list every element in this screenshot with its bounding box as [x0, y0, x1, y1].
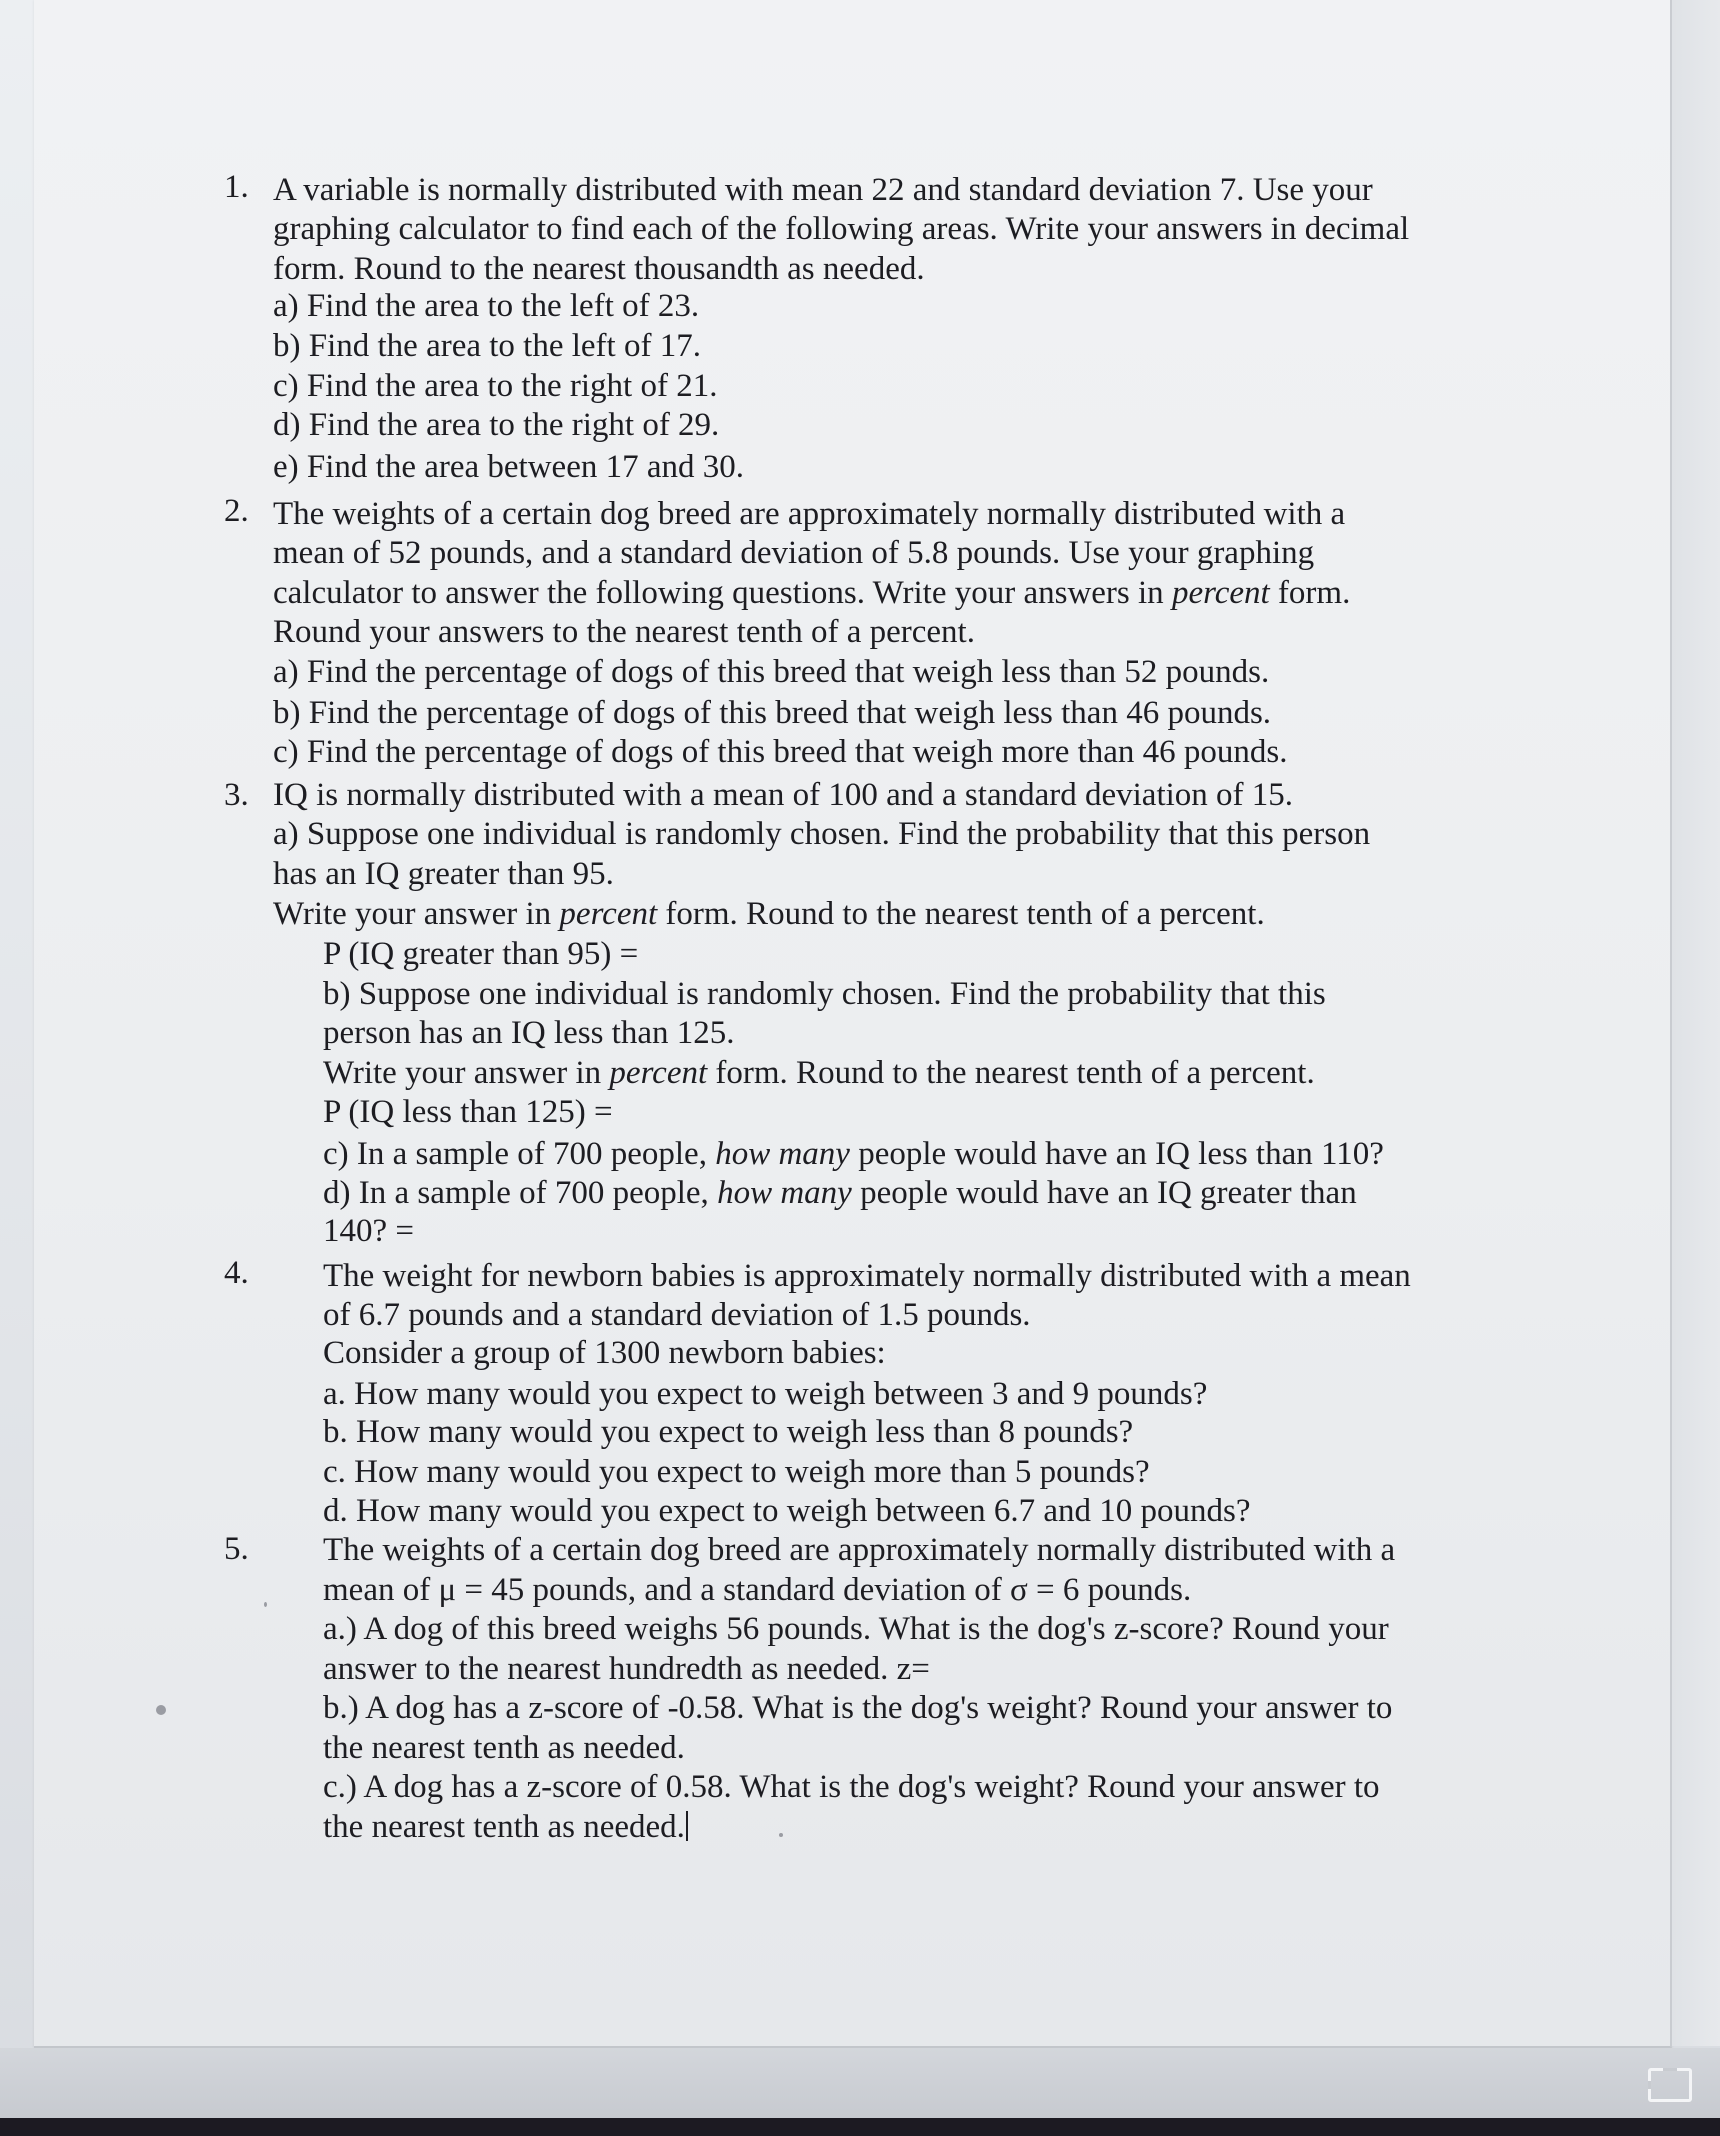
monitor-bezel [0, 2118, 1720, 2136]
q1-intro-line-1: A variable is normally distributed with mean 22 and standard deviation 7. Use your [273, 172, 1373, 208]
q2-intro-line-3 [273, 574, 1350, 614]
text-cursor [686, 1811, 688, 1841]
q3-part-d-end: people would have an IQ greater than [851, 1175, 1357, 1211]
q3-write-instruction-b [323, 1054, 1315, 1094]
paper-speck [264, 1602, 267, 1607]
q2-part-c: c) Find the percentage of dogs of this breed that weigh more than 46 pounds. [273, 734, 1288, 770]
q3-percent-emphasis-b: percent [609, 1055, 708, 1091]
q3-part-a-line-2: has an IQ greater than 95. [273, 856, 614, 892]
q3-part-a-line-1: a) Suppose one individual is randomly chosen. Find the probability that this person [273, 816, 1371, 852]
q3-answer-prompt-a: P (IQ greater than 95) = [323, 936, 639, 972]
q4-intro-line-2: of 6.7 pounds and a standard deviation of 1.5 pounds. [323, 1297, 1031, 1333]
q3-part-c-text: c) In a sample of 700 people, [323, 1136, 716, 1172]
q4-number: 4. [224, 1255, 249, 1291]
q5-line-8-wrapper[interactable] [323, 1808, 688, 1848]
q3-part-d-line-2: 140? = [323, 1213, 415, 1249]
q1-part-b: b) Find the area to the left of 17. [273, 328, 701, 364]
q1-part-c: c) Find the area to the right of 21. [273, 368, 718, 404]
paper-speck [156, 1705, 166, 1715]
q3-part-d-emphasis: how many [717, 1175, 852, 1211]
q2-intro-line-3-text: calculator to answer the following questions. Write your answers in [273, 575, 1172, 611]
q2-percent-emphasis: percent [1171, 575, 1270, 611]
q4-intro-line-1: The weight for newborn babies is approximately normally distributed with a mean [323, 1258, 1411, 1294]
q5-line-4: answer to the nearest hundredth as needed. z= [323, 1651, 930, 1687]
q5-line-6: the nearest tenth as needed. [323, 1730, 685, 1766]
q5-line-5: b.) A dog has a z-score of -0.58. What is the dog's weight? Round your answer to [323, 1690, 1393, 1726]
viewer-bottom-strip [0, 2048, 1720, 2118]
q4-part-c: c. How many would you expect to weigh more than 5 pounds? [323, 1454, 1150, 1490]
q3-write-instruction-a [273, 895, 1265, 935]
q1-number: 1. [224, 169, 249, 205]
q1-intro-line-3: form. Round to the nearest thousandth as needed. [273, 251, 925, 287]
q3-part-c [323, 1135, 1384, 1175]
paper-speck [779, 1833, 783, 1837]
q2-intro-line-3-end: form. [1269, 575, 1351, 611]
q2-intro-line-4: Round your answers to the nearest tenth of a percent. [273, 614, 975, 650]
q3-part-b-line-2: person has an IQ less than 125. [323, 1015, 735, 1051]
q1-part-e: e) Find the area between 17 and 30. [273, 449, 744, 485]
q5-line-2: mean of μ = 45 pounds, and a standard deviation of σ = 6 pounds. [323, 1572, 1192, 1608]
q3-part-d-line-1 [323, 1174, 1357, 1214]
q5-line-3: a.) A dog of this breed weighs 56 pounds. What is the dog's z-score? Round your [323, 1611, 1389, 1647]
q5-number: 5. [224, 1531, 249, 1567]
q4-part-a: a. How many would you expect to weigh between 3 and 9 pounds? [323, 1376, 1208, 1412]
q3-intro: IQ is normally distributed with a mean of 100 and a standard deviation of 15. [273, 777, 1294, 813]
q3-part-b-line-1: b) Suppose one individual is randomly chosen. Find the probability that this [323, 976, 1326, 1012]
q3-part-c-end: people would have an IQ less than 110? [849, 1136, 1384, 1172]
q2-intro-line-1: The weights of a certain dog breed are approximately normally distributed with a [273, 496, 1346, 532]
q3-write-text-b-end: form. Round to the nearest tenth of a percent. [707, 1055, 1315, 1091]
q3-write-text-end: form. Round to the nearest tenth of a percent. [657, 896, 1265, 932]
fullscreen-icon[interactable] [1648, 2068, 1692, 2102]
q2-intro-line-2: mean of 52 pounds, and a standard deviation of 5.8 pounds. Use your graphing [273, 535, 1315, 571]
q2-number: 2. [224, 493, 249, 529]
q4-part-b: b. How many would you expect to weigh less than 8 pounds? [323, 1414, 1134, 1450]
q2-part-b: b) Find the percentage of dogs of this breed that weigh less than 46 pounds. [273, 695, 1272, 731]
q4-intro-line-3: Consider a group of 1300 newborn babies: [323, 1335, 886, 1371]
q3-percent-emphasis: percent [559, 896, 658, 932]
q3-write-text-b: Write your answer in [323, 1055, 610, 1091]
q1-part-d: d) Find the area to the right of 29. [273, 407, 720, 443]
page-right-margin [1672, 0, 1720, 2046]
q5-line-7: c.) A dog has a z-score of 0.58. What is the dog's weight? Round your answer to [323, 1769, 1380, 1805]
q2-part-a: a) Find the percentage of dogs of this breed that weigh less than 52 pounds. [273, 654, 1270, 690]
q4-part-d: d. How many would you expect to weigh between 6.7 and 10 pounds? [323, 1493, 1251, 1529]
q3-part-c-emphasis: how many [715, 1136, 850, 1172]
q1-intro-line-2: graphing calculator to find each of the following areas. Write your answers in decimal [273, 211, 1410, 247]
q3-answer-prompt-b: P (IQ less than 125) = [323, 1094, 613, 1130]
q1-part-a: a) Find the area to the left of 23. [273, 288, 700, 324]
q5-line-8: the nearest tenth as needed. [323, 1809, 685, 1845]
q5-line-1: The weights of a certain dog breed are approximately normally distributed with a [323, 1532, 1396, 1568]
q3-part-d-text: d) In a sample of 700 people, [323, 1175, 718, 1211]
q3-write-text: Write your answer in [273, 896, 560, 932]
q3-number: 3. [224, 777, 249, 813]
